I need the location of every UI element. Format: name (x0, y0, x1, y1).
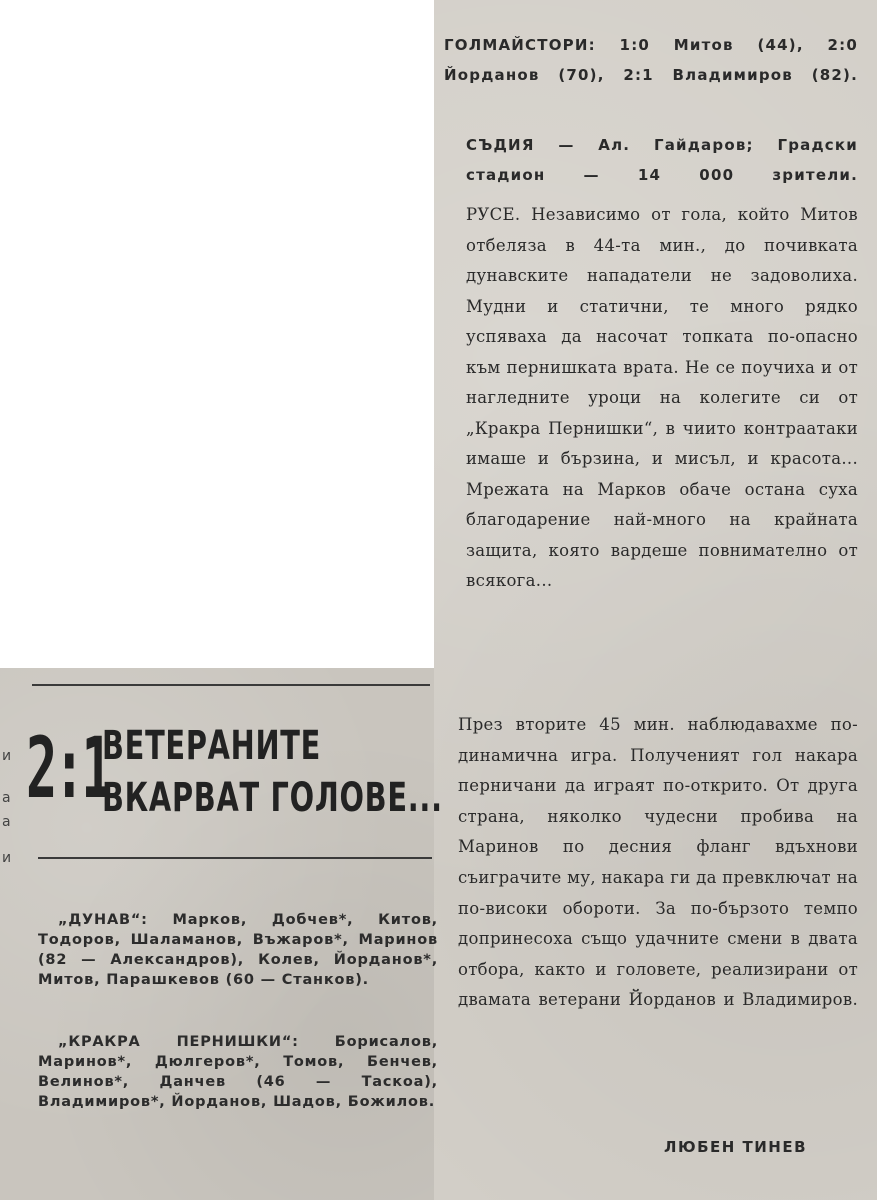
edge-letter: а (2, 790, 11, 806)
article-author: ЛЮБЕН ТИНЕВ (664, 1138, 808, 1156)
goal-scorers-line: ГОЛМАЙСТОРИ: 1:0 Митов (44), 2:0 Йорданов (70), 2:1 Владимиров (82). (444, 36, 858, 84)
headline-line-2: ВКАРВАТ ГОЛОВЕ... (102, 775, 443, 821)
article-paragraph-1: РУСЕ. Независимо от гола, който Митов отбеляза в 44-та мин., до почивката дунавските нападатели не задоволиха. Мудни и статични, те много рядко успяваха да насочат топката по-опасно към пернишката врата. Не се поучиха и от нагледните уроци на колегите си от „Кракра Пернишки“, в чиито контраатаки имаше и бързина, и мисъл, и красота... Мрежата на Марков обаче остана суха благодарение най-много на крайната защита, която вардеше повнимателно от всякога... (466, 205, 858, 590)
referee-line: СЪДИЯ — Ал. Гайдаров; Градски стадион — 14 000 зрители. (466, 136, 858, 184)
headline-rule-top (32, 684, 430, 686)
edge-letter: и (2, 748, 12, 764)
headline (102, 720, 443, 824)
edge-letter: и (2, 850, 12, 866)
headline-line-1: ВЕТЕРАНИТЕ (102, 723, 322, 769)
edge-letter: а (2, 814, 11, 830)
article-paragraph-2: През вторите 45 мин. наблюдавахме по-динамична игра. Полученият гол накара перничани да играят по-открито. От друга страна, няколко чудесни пробива на Маринов по десния фланг вдъхнови съиграчите му, накара ги да превключат на по-високи обороти. За по-бързото темпо допринесоха също удачните смени в двата отбора, както и головете, реализирани от двамата ветерани Йорданов и Владимиров. (458, 715, 858, 1010)
lineup-krakra: „КРАКРА ПЕРНИШКИ“: Борисалов, Маринов*, Дюлгеров*, Томов, Бенчев, Велинов*, Данчев (46 — Таскоа), Владимиров*, Йорданов, Шадов, Божилов. (38, 1034, 438, 1110)
lineup-dunav: „ДУНАВ“: Марков, Добчев*, Китов, Тодоров, Шаламанов, Въжаров*, Маринов (82 — Александров), Колев, Йорданов*, Митов, Парашкевов (60 — Станков). (38, 912, 438, 988)
match-score: 2:1 (26, 719, 109, 817)
headline-rule-bottom (38, 857, 432, 859)
